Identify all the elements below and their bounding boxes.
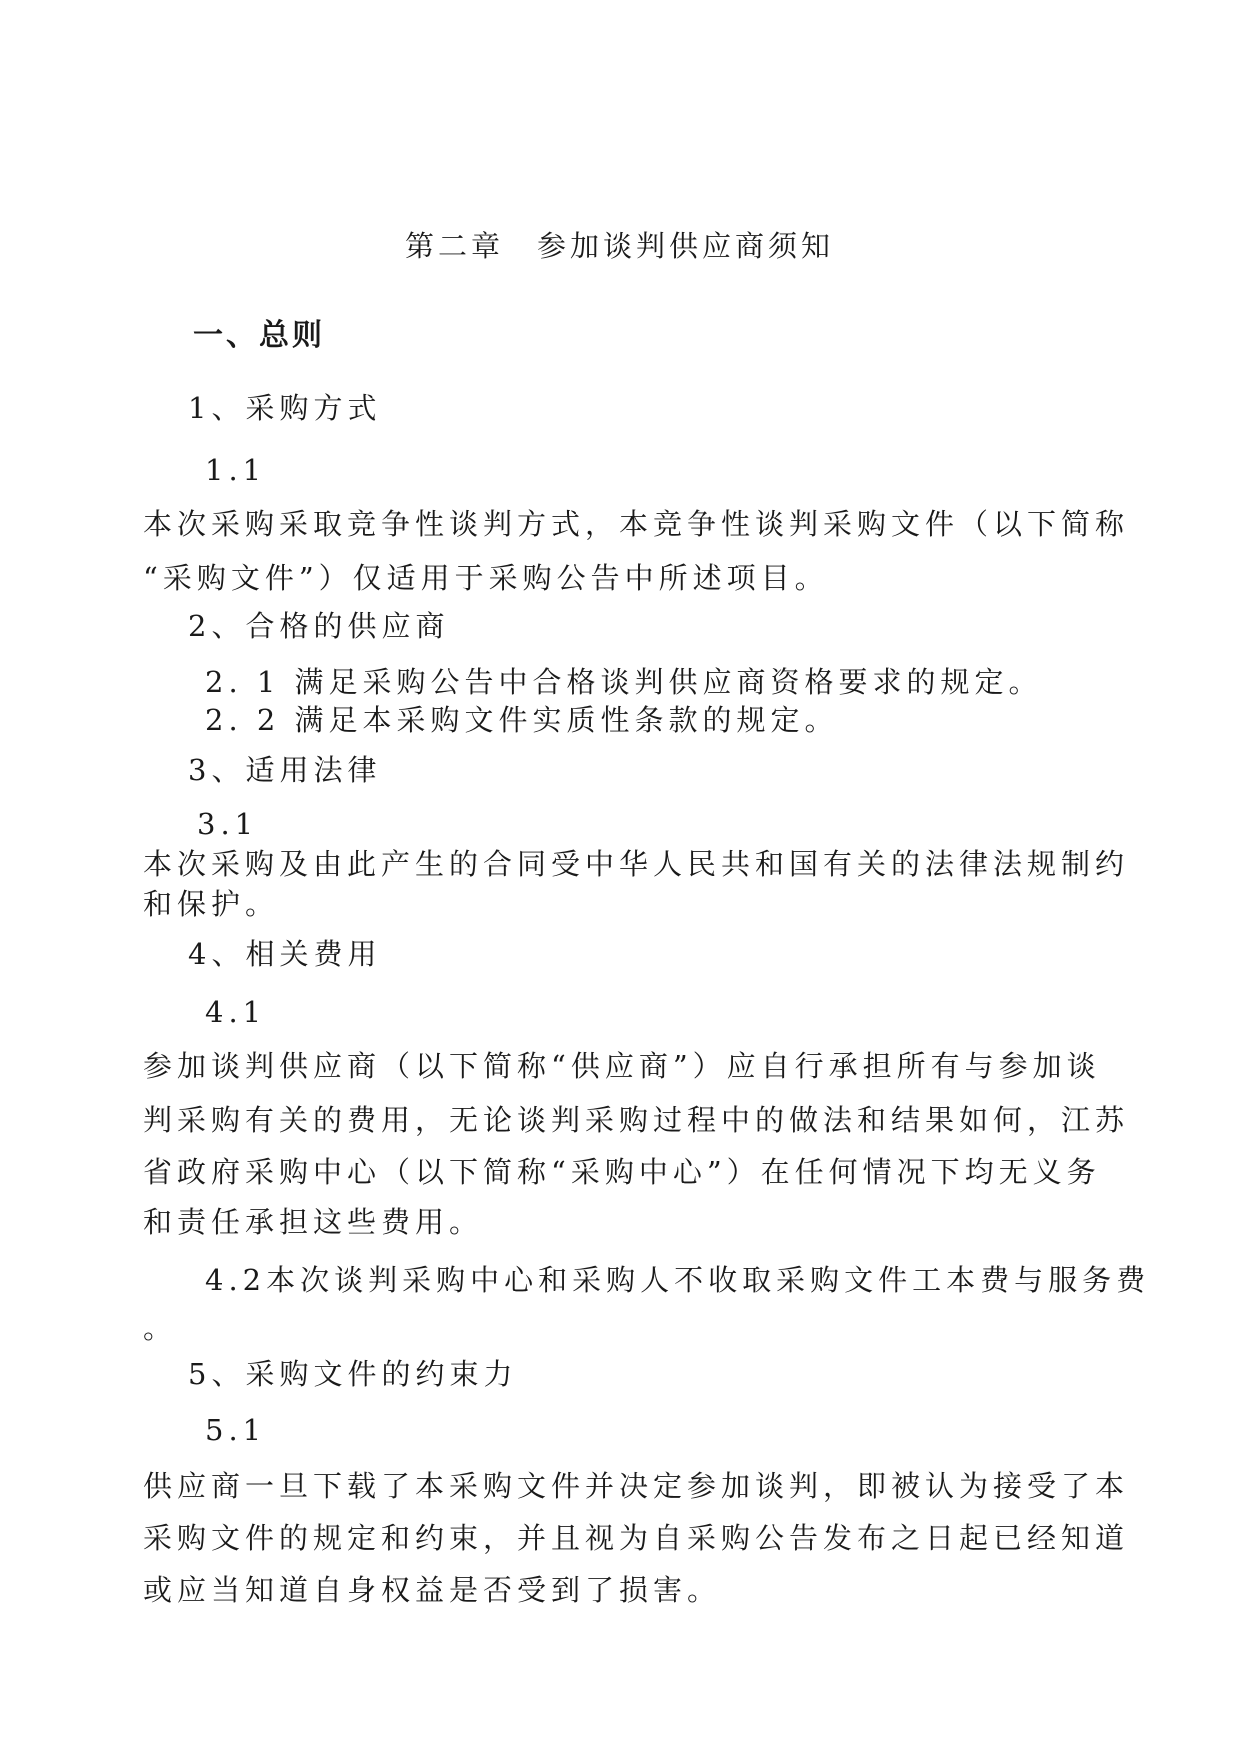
clause-number: 4.1 bbox=[205, 995, 267, 1029]
clause-line: 2. 1 满足采购公告中合格谈判供应商资格要求的规定。 bbox=[205, 665, 1043, 699]
section-heading: 一、总则 bbox=[193, 318, 325, 353]
paragraph-line: 本次采购采取竞争性谈判方式，本竞争性谈判采购文件（以下简称 bbox=[143, 507, 1130, 541]
paragraph-line: 参加谈判供应商（以下简称“供应商”）应自行承担所有与参加谈 bbox=[143, 1049, 1101, 1083]
clause-number: 5.1 bbox=[205, 1413, 267, 1447]
paragraph-line: 。 bbox=[143, 1311, 178, 1345]
paragraph-line: 采购文件的规定和约束，并且视为自采购公告发布之日起已经知道 bbox=[143, 1521, 1130, 1555]
paragraph-line: 或应当知道自身权益是否受到了损害。 bbox=[143, 1573, 722, 1607]
clause-line: 2. 2 满足本采购文件实质性条款的规定。 bbox=[205, 703, 839, 737]
paragraph-line: 省政府采购中心（以下简称“采购中心”）在任何情况下均无义务 bbox=[143, 1155, 1101, 1189]
subheading-related-costs: 4、相关费用 bbox=[188, 937, 382, 971]
paragraph-line: 和责任承担这些费用。 bbox=[143, 1205, 484, 1239]
subheading-applicable-law: 3、适用法律 bbox=[188, 753, 382, 787]
clause-line: 4.2本次谈判采购中心和采购人不收取采购文件工本费与服务费 bbox=[205, 1263, 1151, 1297]
subheading-binding-force: 5、采购文件的约束力 bbox=[188, 1357, 518, 1391]
chapter-title: 第二章 参加谈判供应商须知 bbox=[405, 229, 835, 263]
paragraph-line: 供应商一旦下载了本采购文件并决定参加谈判，即被认为接受了本 bbox=[143, 1469, 1130, 1503]
paragraph-line: 和保护。 bbox=[143, 887, 280, 921]
clause-number: 3.1 bbox=[197, 807, 259, 841]
subheading-purchase-method: 1、采购方式 bbox=[188, 391, 382, 425]
paragraph-line: 本次采购及由此产生的合同受中华人民共和国有关的法律法规制约 bbox=[143, 847, 1130, 881]
paragraph-line: 判采购有关的费用，无论谈判采购过程中的做法和结果如何，江苏 bbox=[143, 1103, 1130, 1137]
clause-number: 1.1 bbox=[205, 453, 267, 487]
subheading-qualified-supplier: 2、合格的供应商 bbox=[188, 609, 450, 643]
paragraph-line: “采购文件”）仅适用于采购公告中所述项目。 bbox=[143, 561, 829, 595]
